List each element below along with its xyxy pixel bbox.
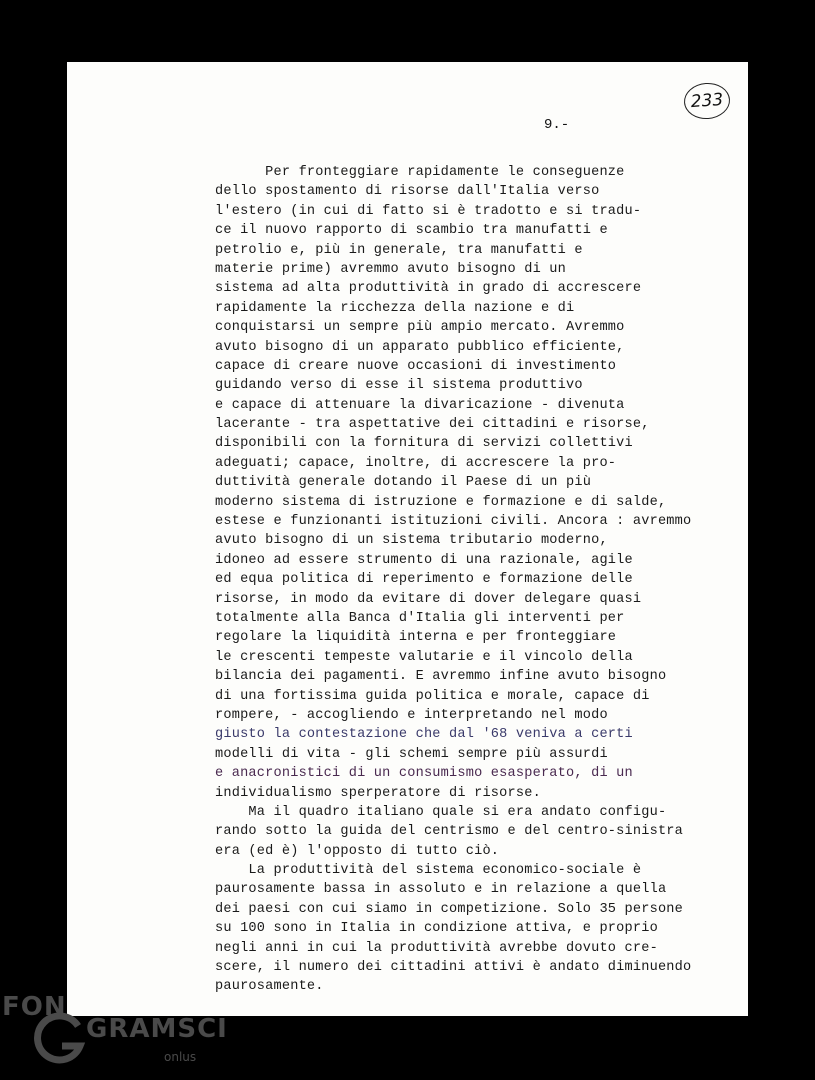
- text-line: sistema ad alta produttività in grado di accrescere: [215, 281, 642, 297]
- text-line: regolare la liquidità interna e per fronteggiare: [215, 630, 617, 646]
- page-number: 9.-: [544, 117, 570, 133]
- text-line: avuto bisogno di un apparato pubblico efficiente,: [215, 339, 625, 355]
- text-line: adeguati; capace, inoltre, di accrescere la pro-: [215, 455, 617, 471]
- text-line: lacerante - tra aspettative dei cittadini e risorse,: [215, 417, 650, 433]
- text-line: dei paesi con cui siamo in competizione. Solo 35 persone: [215, 901, 684, 917]
- text-line: rompere, - accogliendo e interpretando nel modo: [215, 707, 608, 723]
- text-line: La produttività del sistema economico-sociale è: [215, 863, 642, 879]
- text-line: rando sotto la guida del centrismo e del centro-sinistra: [215, 824, 684, 840]
- typewritten-body: [215, 163, 692, 997]
- text-line: petrolio e, più in generale, tra manufatti e: [215, 242, 583, 258]
- text-line: duttività generale dotando il Paese di un più: [215, 475, 592, 491]
- text-line: dello spostamento di risorse dall'Italia verso: [215, 184, 600, 200]
- text-line: disponibili con la fornitura di servizi collettivi: [215, 436, 633, 452]
- text-line: guidando verso di esse il sistema produttivo: [215, 378, 583, 394]
- text-line: su 100 sono in Italia in condizione attiva, e proprio: [215, 921, 658, 937]
- text-line: ce il nuovo rapporto di scambio tra manufatti e: [215, 223, 608, 239]
- text-line: avuto bisogno di un sistema tributario moderno,: [215, 533, 608, 549]
- watermark-g-icon: [32, 1012, 88, 1068]
- text-line: rapidamente la ricchezza della nazione e di: [215, 300, 575, 316]
- text-line: scere, il numero dei cittadini attivi è andato diminuendo: [215, 960, 692, 976]
- text-line: modelli di vita - gli schemi sempre più assurdi: [215, 746, 608, 762]
- text-line: l'estero (in cui di fatto si è tradotto e si tradu-: [215, 203, 642, 219]
- text-line: materie prime) avremmo avuto bisogno di un: [215, 261, 567, 277]
- text-line: estese e funzionanti istituzioni civili. Ancora : avremmo: [215, 514, 692, 530]
- text-line: totalmente alla Banca d'Italia gli interventi per: [215, 610, 625, 626]
- archive-stamp-number: 233: [683, 81, 731, 120]
- text-line: idoneo ad essere strumento di una razionale, agile: [215, 552, 633, 568]
- text-line: Ma il quadro italiano quale si era andato configu-: [215, 804, 667, 820]
- text-line: risorse, in modo da evitare di dover delegare quasi: [215, 591, 642, 607]
- text-line: e anacronistici di un consumismo esasperato, di un: [215, 766, 633, 782]
- text-line: individualismo sperperatore di risorse.: [215, 785, 541, 801]
- watermark-logo-subtext: onlus: [164, 1050, 197, 1064]
- text-line: negli anni in cui la produttività avrebbe dovuto cre-: [215, 940, 658, 956]
- text-line: era (ed è) l'opposto di tutto ciò.: [215, 843, 500, 859]
- text-line: paurosamente bassa in assoluto e in relazione a quella: [215, 882, 667, 898]
- text-line: conquistarsi un sempre più ampio mercato. Avremmo: [215, 320, 625, 336]
- text-line: bilancia dei pagamenti. E avremmo infine avuto bisogno: [215, 669, 667, 685]
- text-line: moderno sistema di istruzione e formazione e di salde,: [215, 494, 667, 510]
- text-line: Per fronteggiare rapidamente le conseguenze: [215, 165, 625, 180]
- watermark-logo-text: GRAMSCI: [86, 1014, 228, 1044]
- watermark-logo-text: FON: [2, 992, 67, 1022]
- text-line: giusto la contestazione che dal '68 veniva a certi: [215, 727, 633, 743]
- text-line: ed equa politica di reperimento e formazione delle: [215, 572, 633, 588]
- text-line: paurosamente.: [215, 979, 324, 995]
- text-line: di una fortissima guida politica e morale, capace di: [215, 688, 650, 704]
- text-line: capace di creare nuove occasioni di investimento: [215, 358, 617, 374]
- text-line: e capace di attenuare la divaricazione - divenuta: [215, 397, 625, 413]
- text-line: le crescenti tempeste valutarie e il vincolo della: [215, 649, 633, 665]
